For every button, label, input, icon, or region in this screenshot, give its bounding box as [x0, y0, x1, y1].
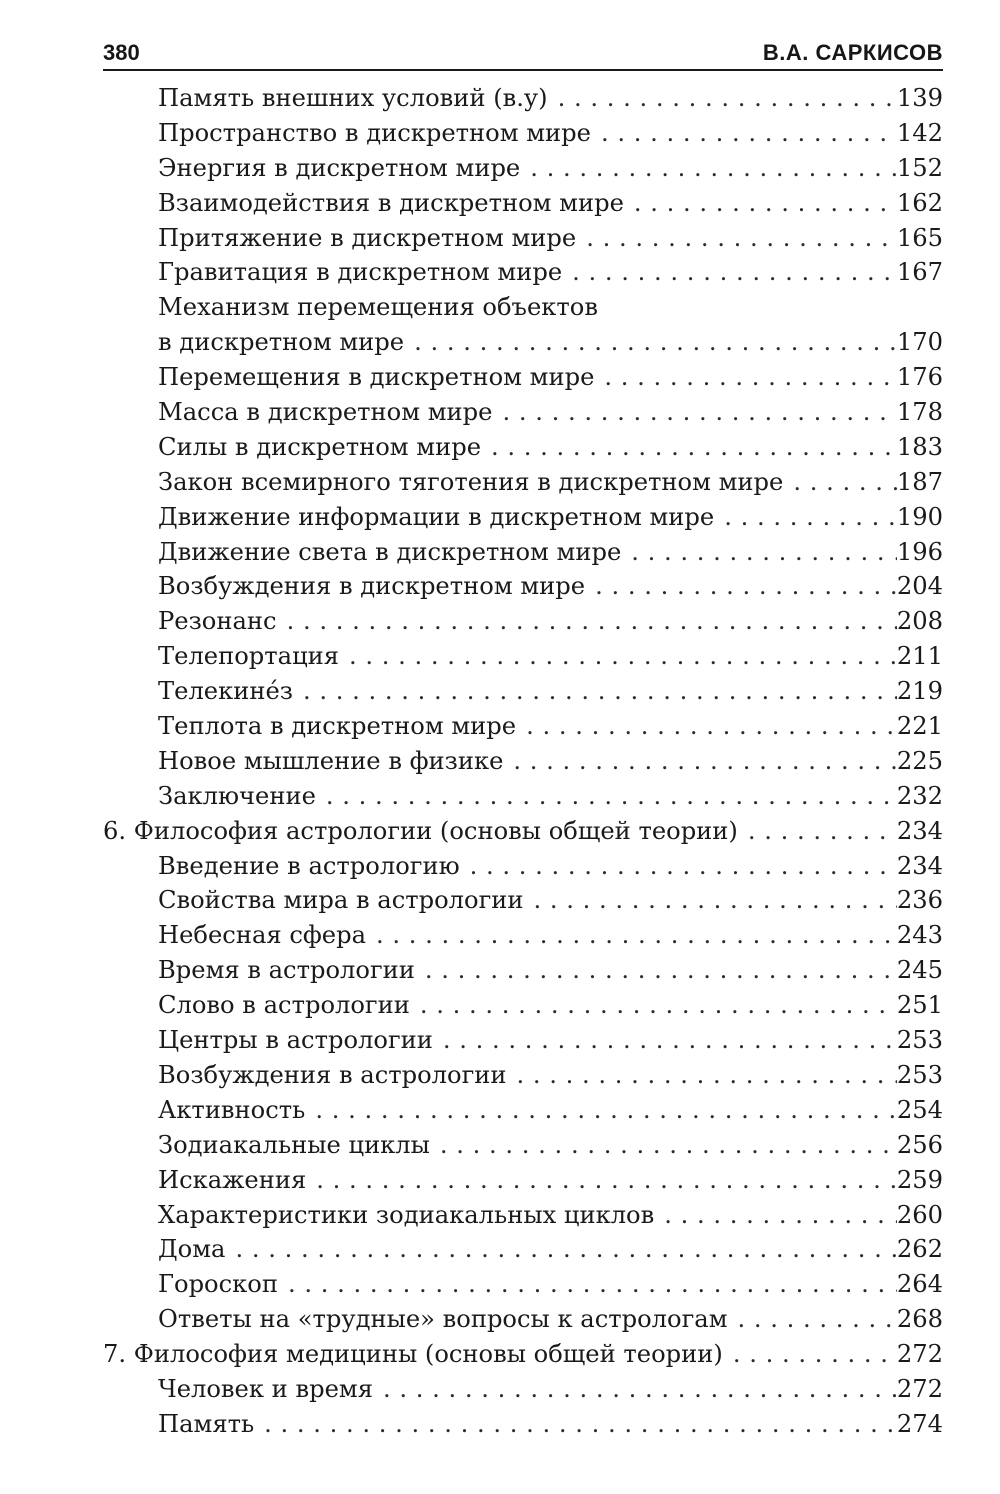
dot-leader: [440, 1128, 897, 1163]
toc-entry-page: 234: [896, 816, 943, 845]
dot-leader: [491, 430, 897, 465]
dot-leader: [326, 779, 897, 814]
toc-entry-title: Возбуждения в дискретном мире: [158, 572, 586, 601]
dot-leader: [517, 1058, 897, 1093]
toc-entry-page: 167: [896, 258, 943, 287]
toc-entry-title: Масса в дискретном мире: [158, 398, 493, 427]
toc-entry: [103, 988, 943, 1023]
table-of-contents: [103, 81, 943, 1442]
toc-entry-page: 254: [896, 1095, 943, 1124]
toc-entry-page: 178: [896, 398, 943, 427]
toc-entry-title: Небесная сфера: [158, 921, 367, 950]
dot-leader: [526, 709, 897, 744]
toc-entry-page: 245: [896, 956, 943, 985]
toc-entry: [103, 779, 943, 814]
toc-entry-title: Движение информации в дискретном мире: [158, 502, 715, 531]
toc-entry: [103, 1163, 943, 1198]
dot-leader: [558, 81, 897, 116]
toc-entry-title: Механизм перемещения объектов: [158, 293, 598, 322]
dot-leader: [513, 744, 896, 779]
toc-entry-title: Центры в астрологии: [158, 1026, 433, 1055]
toc-entry: [103, 1302, 943, 1337]
dot-leader: [738, 1302, 897, 1337]
toc-entry-title: в дискретном мире: [158, 328, 405, 357]
toc-entry-title: Взаимодействия в дискретном мире: [158, 188, 624, 217]
toc-entry: [103, 674, 943, 709]
toc-entry-title: Теплота в дискретном мире: [158, 712, 517, 741]
toc-entry-title: Искажения: [158, 1165, 307, 1194]
toc-entry-title: Память: [158, 1409, 255, 1438]
dot-leader: [288, 1267, 897, 1302]
toc-entry: [103, 81, 943, 116]
dot-leader: [793, 465, 897, 500]
toc-entry-page: 236: [896, 886, 943, 915]
toc-entry-title: Телекине́з: [158, 677, 293, 706]
toc-entry-title: Время в астрологии: [158, 956, 415, 985]
dot-leader: [748, 814, 897, 849]
toc-entry-title: Характеристики зодиакальных циклов: [158, 1200, 655, 1229]
toc-entry: [103, 1198, 943, 1233]
toc-entry-title: Телепортация: [158, 642, 340, 671]
toc-entry-page: 259: [896, 1165, 943, 1194]
toc-entry-page: 264: [896, 1270, 943, 1299]
toc-entry: [103, 465, 943, 500]
toc-entry: [103, 849, 943, 884]
toc-entry-page: 274: [896, 1409, 943, 1438]
toc-entry-title: Новое мышление в физике: [158, 746, 504, 775]
dot-leader: [634, 186, 897, 221]
dot-leader: [631, 535, 897, 570]
toc-entry-page: 272: [896, 1374, 943, 1403]
page-number: 380: [103, 40, 140, 65]
toc-entry: [103, 151, 943, 186]
toc-entry-page: 253: [896, 1026, 943, 1055]
toc-entry-page: 234: [896, 851, 943, 880]
toc-entry: [103, 500, 943, 535]
dot-leader: [530, 151, 897, 186]
toc-entry-page: 187: [896, 467, 943, 496]
dot-leader: [443, 1023, 897, 1058]
toc-entry-title: 6. Философия астрологии (основы общей теории): [103, 816, 738, 845]
toc-entry: [103, 395, 943, 430]
toc-entry-page: 162: [896, 188, 943, 217]
dot-leader: [733, 1337, 897, 1372]
dot-leader: [502, 395, 896, 430]
toc-entry-page: 221: [896, 712, 943, 741]
toc-entry-title: Закон всемирного тяготения в дискретном мире: [158, 467, 784, 496]
toc-entry: [103, 1058, 943, 1093]
toc-entry-page: 139: [896, 84, 943, 112]
toc-entry: [103, 918, 943, 953]
toc-entry: [103, 360, 943, 395]
toc-entry: [103, 1407, 943, 1442]
toc-entry-title: Активность: [158, 1095, 306, 1124]
toc-entry-title: Введение в астрологию: [158, 851, 460, 880]
toc-entry: [103, 221, 943, 256]
toc-entry-title: Память внешних условий (в.у): [158, 84, 548, 112]
toc-entry-page: 142: [896, 118, 943, 147]
toc-entry-page: 183: [896, 432, 943, 461]
toc-entry: [103, 709, 943, 744]
dot-leader: [425, 953, 897, 988]
toc-entry-title: Притяжение в дискретном мире: [158, 223, 577, 252]
dot-leader: [724, 500, 897, 535]
toc-entry-title: Человек и время: [158, 1374, 373, 1403]
dot-leader: [572, 255, 897, 290]
toc-entry-page: 208: [896, 607, 943, 636]
dot-leader: [420, 988, 897, 1023]
toc-entry-page: 256: [896, 1130, 943, 1159]
toc-entry-page: 260: [896, 1200, 943, 1229]
running-header: [103, 38, 943, 68]
toc-entry-page: 219: [896, 677, 943, 706]
toc-entry-title: Гравитация в дискретном мире: [158, 258, 563, 287]
toc-entry-page: 243: [896, 921, 943, 950]
toc-entry-page: 152: [896, 153, 943, 182]
toc-entry-title: Энергия в дискретном мире: [158, 153, 521, 182]
toc-entry: [103, 255, 943, 290]
toc-entry-page: 253: [896, 1060, 943, 1089]
toc-entry: [103, 569, 943, 604]
toc-entry: [103, 116, 943, 151]
toc-entry: [103, 604, 943, 639]
toc-entry-title: Резонанс: [158, 607, 277, 636]
dot-leader: [595, 569, 897, 604]
toc-entry-title: Перемещения в дискретном мире: [158, 363, 595, 392]
dot-leader: [470, 849, 897, 884]
toc-entry-page: 190: [896, 502, 943, 531]
toc-entry-title: Гороскоп: [158, 1270, 278, 1299]
toc-entry-page: 225: [896, 746, 943, 775]
toc-entry-title: Дома: [158, 1235, 226, 1264]
toc-entry: [103, 535, 943, 570]
toc-entry-title: Пространство в дискретном мире: [158, 118, 591, 147]
toc-entry-page: 165: [896, 223, 943, 252]
toc-entry: [103, 639, 943, 674]
toc-entry-page: 232: [896, 781, 943, 810]
header-rule: [103, 69, 943, 71]
toc-entry-page: 262: [896, 1235, 943, 1264]
toc-entry-title: Слово в астрологии: [158, 991, 410, 1020]
toc-entry-title: Ответы на «трудные» вопросы к астрологам: [158, 1305, 728, 1334]
toc-entry-page: 251: [896, 991, 943, 1020]
toc-entry: [103, 1372, 943, 1407]
dot-leader: [316, 1163, 897, 1198]
toc-chapter-entry: [103, 1337, 943, 1372]
toc-entry-title: 7. Философия медицины (основы общей теории): [103, 1340, 723, 1369]
toc-entry-page: 211: [896, 642, 943, 671]
toc-entry: [103, 1267, 943, 1302]
toc-entry-page: 268: [896, 1305, 943, 1334]
dot-leader: [534, 883, 897, 918]
toc-entry: [103, 883, 943, 918]
toc-entry: [103, 1023, 943, 1058]
dot-leader: [604, 360, 896, 395]
dot-leader: [303, 674, 897, 709]
toc-entry: [103, 953, 943, 988]
dot-leader: [664, 1198, 897, 1233]
toc-entry: [103, 325, 943, 360]
toc-entry-title: Свойства мира в астрологии: [158, 886, 524, 915]
toc-entry: [103, 744, 943, 779]
toc-entry-page: 176: [896, 363, 943, 392]
dot-leader: [601, 116, 897, 151]
dot-leader: [383, 1372, 897, 1407]
toc-chapter-entry: [103, 814, 943, 849]
toc-entry: [103, 430, 943, 465]
toc-entry: [103, 290, 943, 325]
toc-entry-title: Движение света в дискретном мире: [158, 537, 622, 566]
toc-entry: [103, 1093, 943, 1128]
dot-leader: [235, 1232, 896, 1267]
toc-entry-title: Силы в дискретном мире: [158, 432, 482, 461]
toc-entry-page: 196: [896, 537, 943, 566]
toc-entry-page: 204: [896, 572, 943, 601]
dot-leader: [414, 325, 897, 360]
toc-entry-title: Зодиакальные циклы: [158, 1130, 430, 1159]
dot-leader: [349, 639, 897, 674]
dot-leader: [586, 221, 897, 256]
toc-entry-page: 170: [896, 328, 943, 357]
toc-entry: [103, 1128, 943, 1163]
toc-entry: [103, 1232, 943, 1267]
dot-leader: [264, 1407, 897, 1442]
dot-leader: [287, 604, 897, 639]
toc-entry-title: Возбуждения в астрологии: [158, 1060, 507, 1089]
dot-leader: [376, 918, 897, 953]
toc-entry-page: 272: [896, 1340, 943, 1369]
author-name: В.А. САРКИСОВ: [762, 40, 943, 65]
toc-entry: [103, 186, 943, 221]
dot-leader: [315, 1093, 896, 1128]
toc-entry-title: Заключение: [158, 781, 316, 810]
